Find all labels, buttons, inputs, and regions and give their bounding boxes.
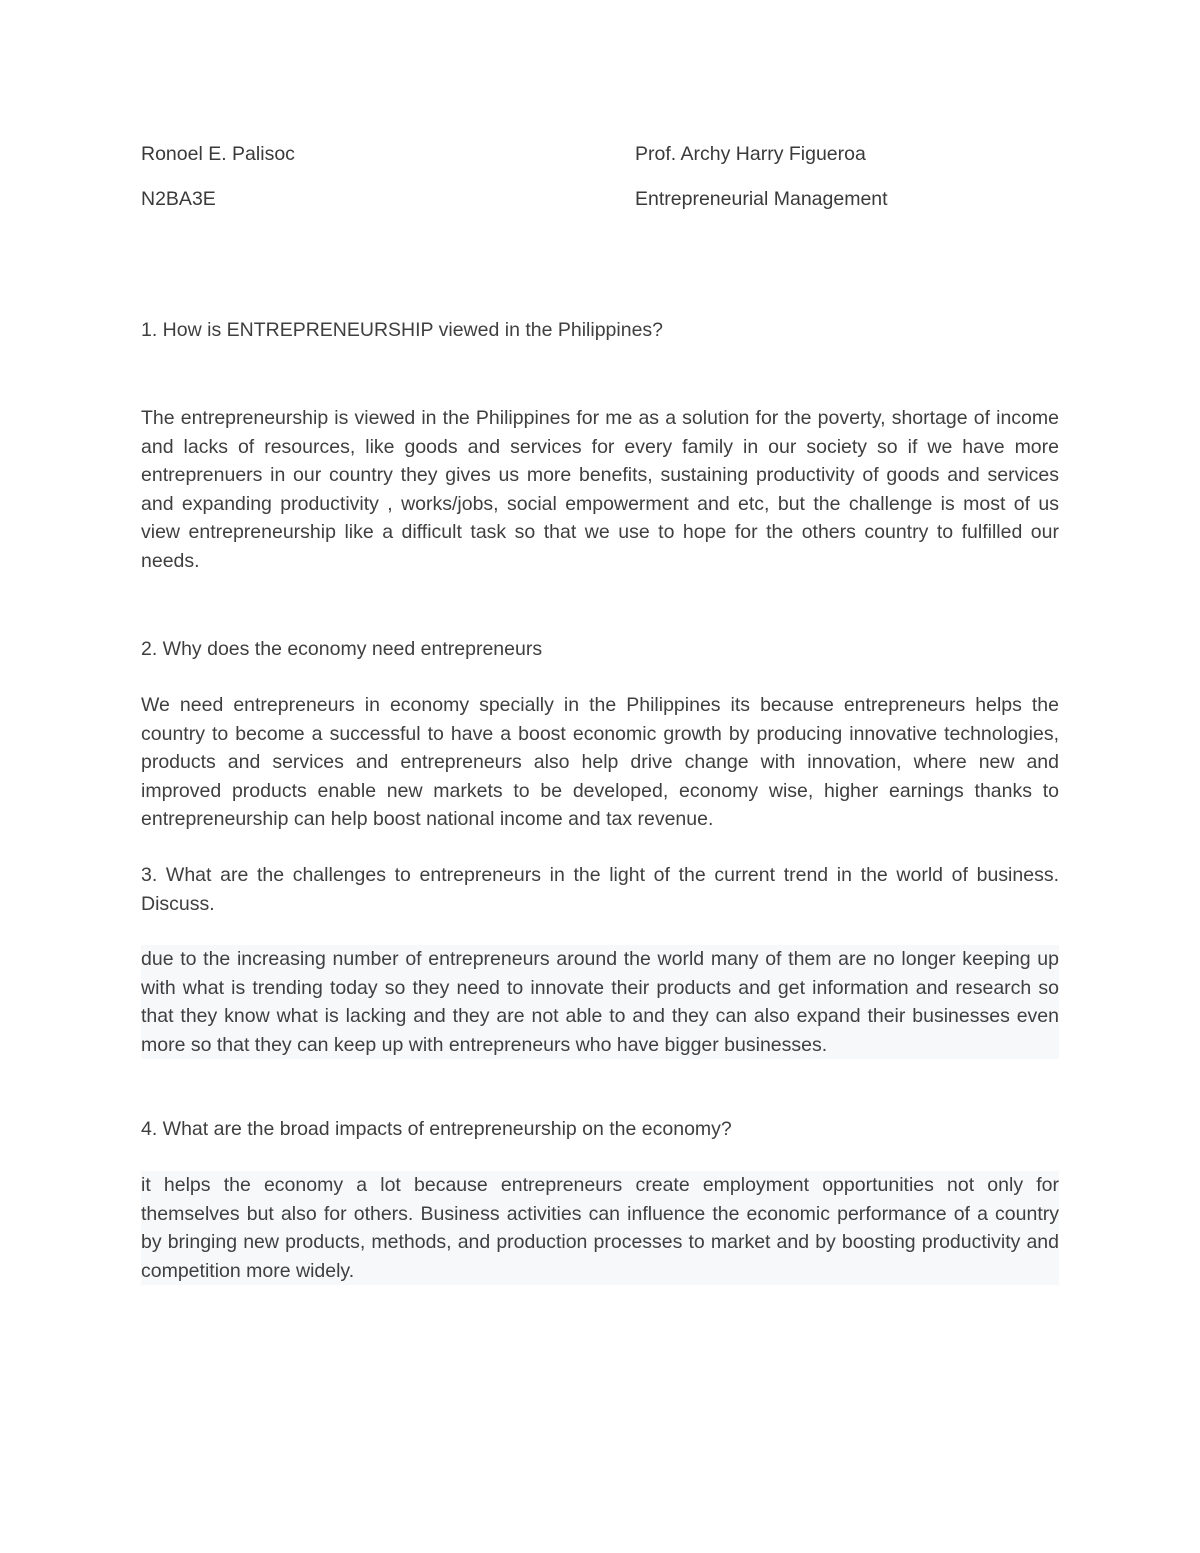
answer-4: it helps the economy a lot because entrepreneurs create employment opportunities not only for themselves but also for others. Business activities can influence the economic performance of a country by bringing new products, methods, and production processes to market and by boosting productivity and competition more widely.: [141, 1171, 1059, 1285]
professor-name: Prof. Archy Harry Figueroa: [635, 143, 866, 165]
question-2: 2. Why does the economy need entrepreneurs: [141, 638, 543, 660]
course-name: Entrepreneurial Management: [635, 188, 888, 210]
question-3: 3. What are the challenges to entrepreneurs in the light of the current trend in the world of business. Discuss.: [141, 864, 1059, 915]
question-4: 4. What are the broad impacts of entrepreneurship on the economy?: [141, 1118, 732, 1140]
question-1: 1. How is ENTREPRENEURSHIP viewed in the Philippines?: [141, 319, 664, 341]
answer-3: due to the increasing number of entrepreneurs around the world many of them are no longer keeping up with what is trending today so they need to innovate their products and get information and research so that they know what is lacking and they are not able to and they can also expand their businesses even more so that they can keep up with entrepreneurs who have bigger businesses.: [141, 945, 1059, 1059]
section-code: N2BA3E: [141, 188, 216, 210]
answer-1: The entrepreneurship is viewed in the Philippines for me as a solution for the poverty, shortage of income and lacks of resources, like goods and services for every family in our society so if we have more entreprenuers in our country they gives us more benefits, sustaining productivity of goods and services and expanding productivity , works/jobs, social empowerment and etc, but the challenge is most of us view entrepreneurship like a difficult task so that we use to hope for the others country to fulfilled our needs.: [141, 407, 1059, 572]
student-name: Ronoel E. Palisoc: [141, 143, 295, 165]
answer-2: We need entrepreneurs in economy specially in the Philippines its because entrepreneurs helps the country to become a successful to have a boost economic growth by producing innovative technologies, products and services and entrepreneurs also help drive change with innovation, where new and improved products enable new markets to be developed, economy wise, higher earnings thanks to entrepreneurship can help boost national income and tax revenue.: [141, 694, 1059, 830]
